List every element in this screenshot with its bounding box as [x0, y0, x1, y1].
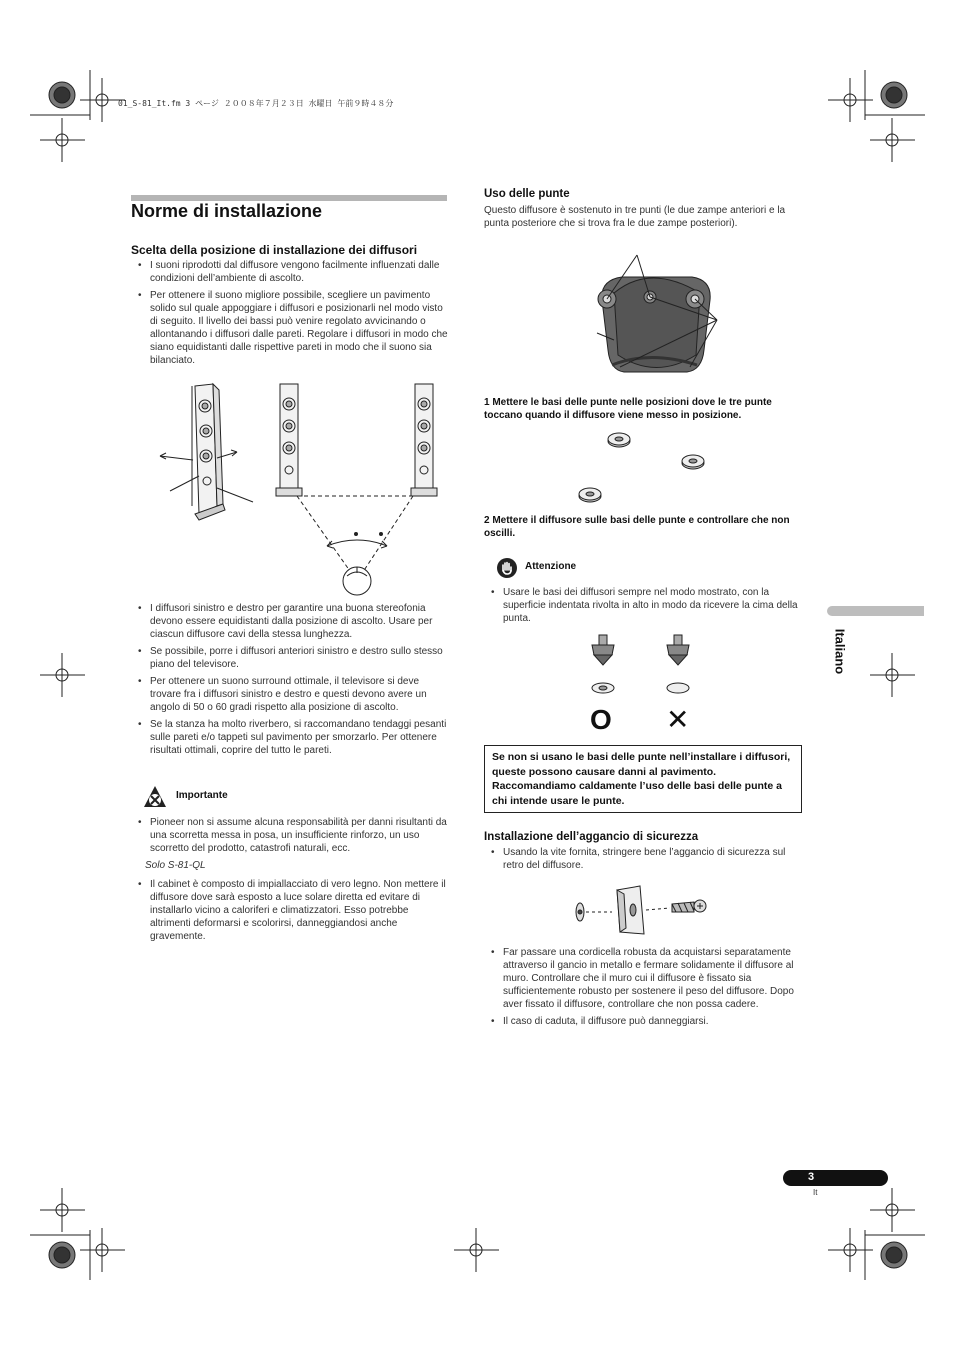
spikes-step-2: 2 Mettere il diffusore sulle basi delle punte e controllare che non oscilli.: [484, 515, 790, 539]
ng-symbol: ✕: [666, 704, 690, 735]
ok-symbol: O: [590, 704, 612, 735]
safety-hook-heading: Installazione dell’aggancio di sicurezza: [484, 831, 699, 843]
safety-hook-illustration: [572, 882, 712, 938]
placement-bullets-2: [131, 602, 449, 761]
speaker-placement-illustration: [155, 376, 445, 596]
spikes-step-1: 1 Mettere le basi delle punte nelle posizioni dove le tre punte toccano quando il diffusore viene messo in posizione.: [484, 397, 772, 421]
list-item: • Il cabinet è composto di impiallacciato di vero legno. Non mettere il diffusore dove sarà esposto a luce solare diretta ed evitare di installarlo vicino a caloriferi e climatizzatori. Esso potrebbe altrimenti deformarsi e scolorirsi, danneggiandosi anche gravemente.: [131, 878, 449, 943]
safety-hook-bullets-2: [484, 946, 802, 1032]
important-title: Importante: [176, 790, 228, 801]
important-bullets: [131, 816, 449, 947]
page-number: 3: [808, 1171, 815, 1183]
list-item: • Per ottenere un suono surround ottimale, il televisore si deve trovare fra i diffusori sinistro e destro e questi devono avere un angolo di 50 o 60 gradi rispetto alla posizione di ascolto.: [131, 675, 449, 714]
spikes-heading: Uso delle punte: [484, 188, 570, 200]
spikes-intro: Questo diffusore è sostenuto in tre punti (le due zampe anteriori e la punta posteriore che si trova fra le due zampe posteriori).: [484, 205, 786, 229]
list-item: • Se possibile, porre i diffusori anteriori sinistro e destro sullo stesso piano del televisore.: [131, 645, 449, 671]
page-number-pill: [783, 1170, 888, 1186]
important-warning-icon: [143, 785, 167, 809]
spike-usage-illustration: [585, 633, 700, 698]
list-item: • Far passare una cordicella robusta da acquistarsi separatamente attraverso il gancio in metallo e fermare solidamente il diffusore al muro. Controllare che il muro cui il diffusore è fissato sia sufficientemente robusto per sostenere il peso del diffusore. Dopo aver fissato il diffusore, controllare che non possa cadere.: [484, 946, 802, 1011]
list-item: • Per ottenere il suono migliore possibile, scegliere un pavimento solido sul quale appoggiare i diffusori e posizionarli nel modo visto di seguito. Il livello dei bassi può venire regolato avvicinando o allontanando i diffusori dalle pareti. Regolare i diffusori in modo che siano equidistanti dalle rispettive pareti in modo che il suono sia bilanciato.: [131, 289, 449, 367]
list-item: • I suoni riprodotti dal diffusore vengono facilmente influenzati dalle condizioni dell’ambiente di ascolto.: [131, 259, 449, 285]
safety-hook-bullets: [484, 846, 802, 876]
list-item: • Usare le basi dei diffusori sempre nel modo mostrato, con la superficie indentata rivolta in alto in modo da ricevere la cima della punta.: [484, 586, 802, 625]
placement-bullets: [131, 259, 449, 371]
language-side-label: Italiano: [832, 628, 848, 675]
section-heading-placement: Scelta della posizione di installazione dei diffusori: [131, 243, 418, 257]
caution-title: Attenzione: [525, 561, 577, 572]
file-header-line: 01_S-81_It.fm 3 ページ ２００８年７月２３日 水曜日 午前９時４８分: [118, 99, 394, 108]
list-item: • Il caso di caduta, il diffusore può danneggiarsi.: [484, 1015, 802, 1028]
list-item: • Pioneer non si assume alcuna responsabilità per danni risultanti da una scorretta messa in posa, un insufficiente rinforzo, un uso scorretto del prodotto, catastrofi naturali, ecc.: [131, 816, 449, 855]
list-item: • Usando la vite fornita, stringere bene l’aggancio di sicurezza sul retro del diffusore.: [484, 846, 802, 872]
list-item: • I diffusori sinistro e destro per garantire una buona stereofonia devono essere equidistanti dalla posizione di ascolto. Usare per ciascun diffusore cavi della stessa lunghezza.: [131, 602, 449, 641]
spike-bases-illustration: [575, 430, 715, 510]
page-title: Norme di installazione: [131, 201, 323, 221]
caution-hand-icon: [497, 558, 517, 578]
model-note: Solo S-81-QL: [145, 860, 206, 871]
caution-bullets: [484, 586, 802, 629]
floor-damage-notice: Se non si usano le basi delle punte nell’installare i diffusori, queste possono causare danni al pavimento. Raccomandiamo caldamente l’uso delle basi delle punte a chi intende usare le punte.: [484, 745, 802, 813]
page-language-code: It: [813, 1188, 818, 1197]
speaker-bottom-view-illustration: [592, 255, 722, 380]
list-item: • Se la stanza ha molto riverbero, si raccomandano tendaggi pesanti sulle pareti e/o tappeti sul pavimento per smorzarlo. Per ottenere risultati ottimali, coprire del tutto le pareti.: [131, 718, 449, 757]
